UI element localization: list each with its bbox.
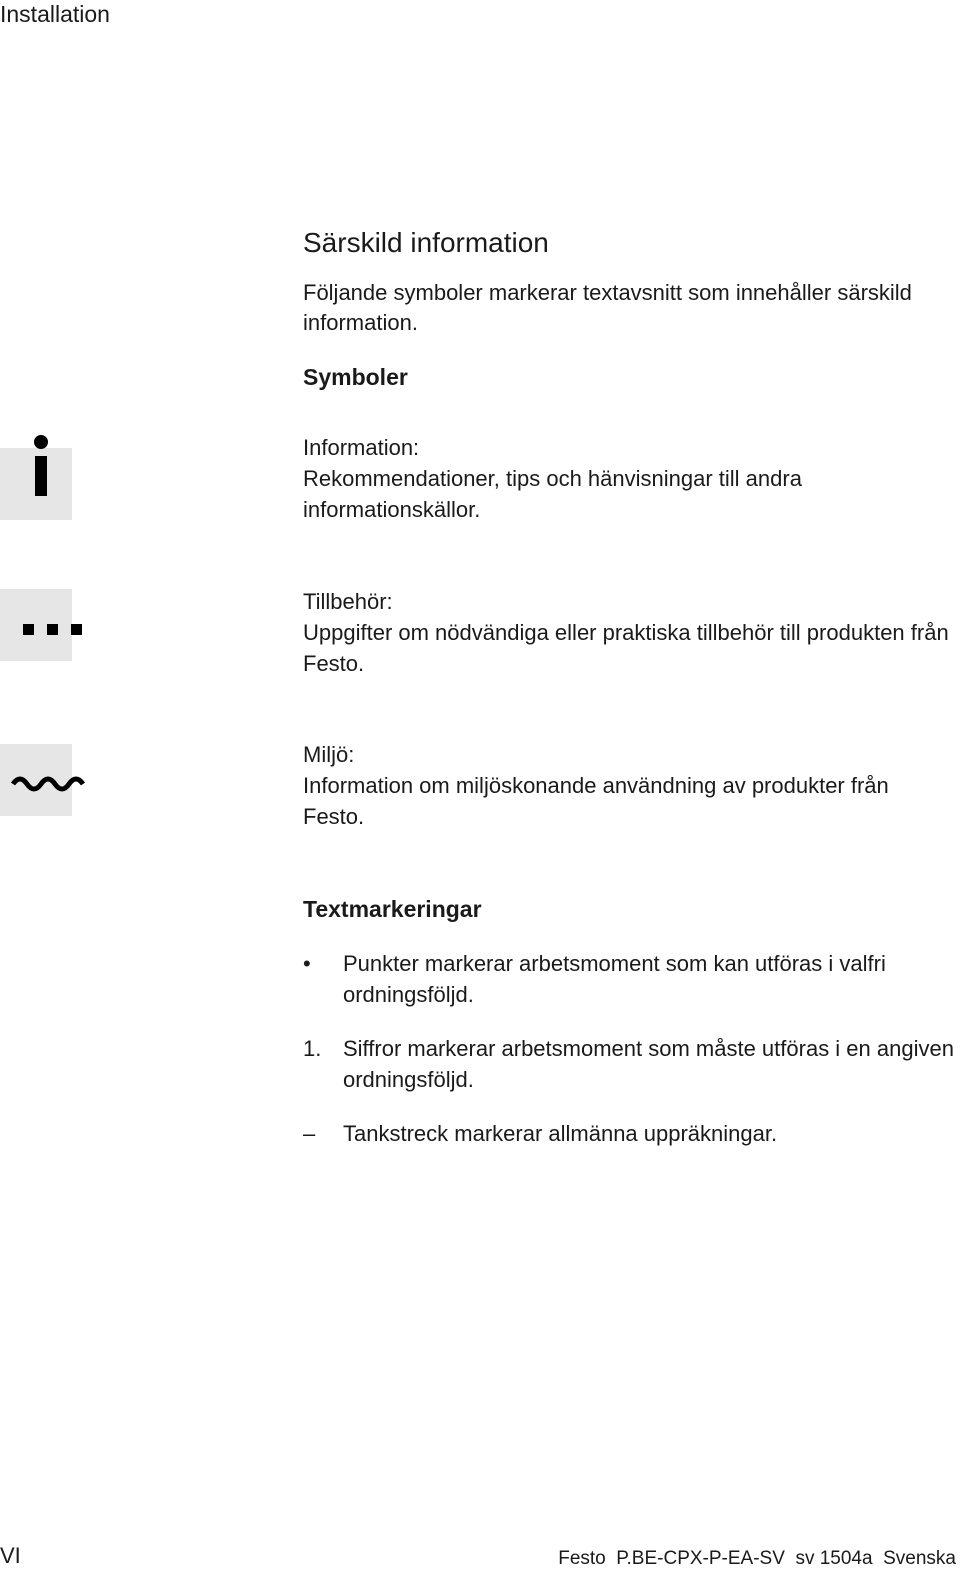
section-title: Särskild information [303,227,549,258]
environment-icon [0,744,72,816]
document-info: Festo P.BE-CPX-P-EA-SV sv 1504a Svenska [558,1548,956,1569]
symbol-item-accessories [303,586,955,679]
bullet-marker: • [303,951,311,976]
list-item-text: Punkter markerar arbetsmoment som kan utföras i valfri ordningsföljd. [343,951,886,1007]
list-item-text: Siffror markerar arbetsmoment som måste utföras i en angiven ordningsföljd. [343,1036,954,1092]
symbols-heading: Symboler [303,364,408,390]
symbol-item-information [303,432,955,525]
list-item [303,1033,955,1095]
symbol-item-environment [303,739,955,832]
symbol-label: Information: [303,435,420,460]
dash-marker: – [303,1121,316,1146]
section-intro: Följande symboler markerar textavsnitt som innehåller särskild information. [303,280,912,335]
page-number: VI [0,1543,21,1568]
symbol-label: Tillbehör: [303,589,393,614]
number-marker: 1. [303,1036,322,1061]
list-item-text: Tankstreck markerar allmänna uppräkningar. [343,1121,778,1146]
symbol-description: Rekommendationer, tips och hänvisningar till andra informationskällor. [303,466,802,522]
markings-heading: Textmarkeringar [303,896,482,922]
chapter-title: Installation [0,1,110,27]
list-item [303,948,955,1010]
symbol-description: Information om miljöskonande användning av produkter från Festo. [303,773,889,829]
list-item [303,1118,955,1149]
accessories-icon [0,589,72,661]
symbol-label: Miljö: [303,742,355,767]
symbol-description: Uppgifter om nödvändiga eller praktiska tillbehör till produkten från Festo. [303,620,949,676]
info-icon [0,448,72,520]
